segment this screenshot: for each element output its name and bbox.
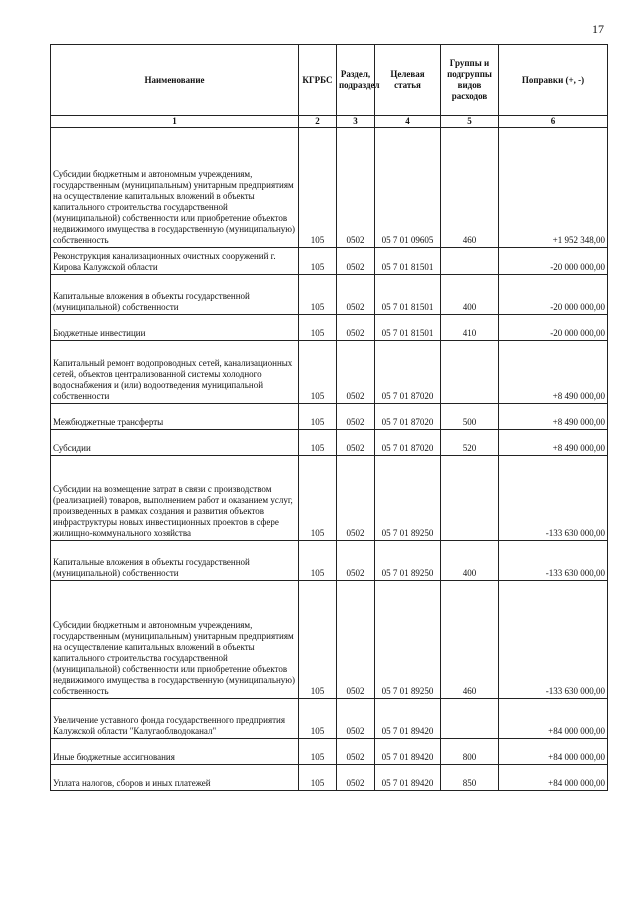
row-razdel: 0502 xyxy=(337,275,375,315)
row-kgrbs: 105 xyxy=(299,248,337,275)
row-razdel: 0502 xyxy=(337,541,375,581)
row-vid: 460 xyxy=(441,581,499,699)
row-vid: 500 xyxy=(441,404,499,430)
header-razdel: Раздел, подраздел xyxy=(337,45,375,116)
row-celevaya: 05 7 01 89250 xyxy=(375,581,441,699)
table-row xyxy=(51,404,608,430)
row-vid: 460 xyxy=(441,128,499,248)
column-number: 6 xyxy=(499,116,608,128)
row-vid: 800 xyxy=(441,739,499,765)
row-name: Капитальные вложения в объекты государственной (муниципальной) собственности xyxy=(51,275,299,315)
row-kgrbs: 105 xyxy=(299,404,337,430)
column-number: 1 xyxy=(51,116,299,128)
row-name: Увеличение уставного фонда государственного предприятия Калужской области "Калугаоблводоканал" xyxy=(51,699,299,739)
row-amount: +84 000 000,00 xyxy=(499,739,608,765)
budget-table xyxy=(50,44,608,791)
row-razdel: 0502 xyxy=(337,404,375,430)
row-amount: -20 000 000,00 xyxy=(499,315,608,341)
header-amount: Поправки (+, -) xyxy=(499,45,608,116)
row-celevaya: 05 7 01 89250 xyxy=(375,541,441,581)
row-celevaya: 05 7 01 09605 xyxy=(375,128,441,248)
row-celevaya: 05 7 01 87020 xyxy=(375,430,441,456)
row-name: Субсидии xyxy=(51,430,299,456)
row-amount: +84 000 000,00 xyxy=(499,765,608,791)
row-razdel: 0502 xyxy=(337,581,375,699)
row-kgrbs: 105 xyxy=(299,541,337,581)
row-amount: +8 490 000,00 xyxy=(499,404,608,430)
row-amount: +8 490 000,00 xyxy=(499,341,608,404)
table-row xyxy=(51,699,608,739)
page-number: 17 xyxy=(592,22,604,36)
row-celevaya: 05 7 01 87020 xyxy=(375,404,441,430)
row-name: Субсидии на возмещение затрат в связи с производством (реализацией) товаров, выполнением работ и оказанием услуг, произведенных в рамках создания и развития объектов инфраструктуры новых инвестиционных проектов в сфере жилищно-коммунального хозяйства xyxy=(51,456,299,541)
row-amount: +84 000 000,00 xyxy=(499,699,608,739)
row-kgrbs: 105 xyxy=(299,739,337,765)
row-vid: 410 xyxy=(441,315,499,341)
row-vid: 400 xyxy=(441,275,499,315)
table-row xyxy=(51,128,608,248)
row-razdel: 0502 xyxy=(337,315,375,341)
row-razdel: 0502 xyxy=(337,128,375,248)
row-razdel: 0502 xyxy=(337,430,375,456)
row-name: Капитальный ремонт водопроводных сетей, канализационных сетей, объектов централизованной системы холодного водоснабжения и (или) водоотведения муниципальной собственности xyxy=(51,341,299,404)
column-number-row xyxy=(51,116,608,128)
row-kgrbs: 105 xyxy=(299,315,337,341)
table-row xyxy=(51,581,608,699)
row-kgrbs: 105 xyxy=(299,581,337,699)
header-kgrbs: КГРБС xyxy=(299,45,337,116)
column-number: 5 xyxy=(441,116,499,128)
row-kgrbs: 105 xyxy=(299,765,337,791)
table-row xyxy=(51,541,608,581)
row-name: Уплата налогов, сборов и иных платежей xyxy=(51,765,299,791)
row-celevaya: 05 7 01 89250 xyxy=(375,456,441,541)
row-amount: -20 000 000,00 xyxy=(499,248,608,275)
header-celevaya: Целевая статья xyxy=(375,45,441,116)
row-vid xyxy=(441,341,499,404)
header-vid: Группы и подгруппы видов расходов xyxy=(441,45,499,116)
row-celevaya: 05 7 01 89420 xyxy=(375,739,441,765)
row-razdel: 0502 xyxy=(337,248,375,275)
column-number: 4 xyxy=(375,116,441,128)
column-number: 3 xyxy=(337,116,375,128)
table-row xyxy=(51,739,608,765)
row-name: Капитальные вложения в объекты государственной (муниципальной) собственности xyxy=(51,541,299,581)
row-razdel: 0502 xyxy=(337,699,375,739)
row-name: Межбюджетные трансферты xyxy=(51,404,299,430)
row-amount: -133 630 000,00 xyxy=(499,541,608,581)
row-vid xyxy=(441,248,499,275)
table-row xyxy=(51,315,608,341)
row-vid xyxy=(441,456,499,541)
header-name: Наименование xyxy=(51,45,299,116)
row-name: Реконструкция канализационных очистных сооружений г. Кирова Калужской области xyxy=(51,248,299,275)
table-row xyxy=(51,341,608,404)
row-name: Субсидии бюджетным и автономным учреждениям, государственным (муниципальным) унитарным предприятиям на осуществление капитальных вложений в объекты капитального строительства государственной (муниципальной) собственности или приобретение объектов недвижимого имущества в государственную (муниципальную) собственность xyxy=(51,581,299,699)
row-amount: -20 000 000,00 xyxy=(499,275,608,315)
header-row xyxy=(51,45,608,116)
row-kgrbs: 105 xyxy=(299,699,337,739)
row-celevaya: 05 7 01 81501 xyxy=(375,315,441,341)
table-row xyxy=(51,430,608,456)
row-vid xyxy=(441,699,499,739)
row-razdel: 0502 xyxy=(337,341,375,404)
row-name: Иные бюджетные ассигнования xyxy=(51,739,299,765)
row-razdel: 0502 xyxy=(337,739,375,765)
row-celevaya: 05 7 01 89420 xyxy=(375,765,441,791)
row-amount: +8 490 000,00 xyxy=(499,430,608,456)
row-name: Субсидии бюджетным и автономным учреждениям, государственным (муниципальным) унитарным предприятиям на осуществление капитальных вложений в объекты капитального строительства государственной (муниципальной) собственности или приобретение объектов недвижимого имущества в государственную (муниципальную) собственность xyxy=(51,128,299,248)
row-vid: 400 xyxy=(441,541,499,581)
row-kgrbs: 105 xyxy=(299,456,337,541)
row-vid: 850 xyxy=(441,765,499,791)
row-kgrbs: 105 xyxy=(299,341,337,404)
row-celevaya: 05 7 01 89420 xyxy=(375,699,441,739)
row-kgrbs: 105 xyxy=(299,128,337,248)
row-name: Бюджетные инвестиции xyxy=(51,315,299,341)
table-row xyxy=(51,456,608,541)
row-razdel: 0502 xyxy=(337,456,375,541)
row-celevaya: 05 7 01 87020 xyxy=(375,341,441,404)
row-kgrbs: 105 xyxy=(299,275,337,315)
table-row xyxy=(51,275,608,315)
row-kgrbs: 105 xyxy=(299,430,337,456)
table-row xyxy=(51,248,608,275)
row-celevaya: 05 7 01 81501 xyxy=(375,275,441,315)
row-razdel: 0502 xyxy=(337,765,375,791)
table-row xyxy=(51,765,608,791)
row-amount: +1 952 348,00 xyxy=(499,128,608,248)
column-number: 2 xyxy=(299,116,337,128)
row-vid: 520 xyxy=(441,430,499,456)
row-amount: -133 630 000,00 xyxy=(499,456,608,541)
row-amount: -133 630 000,00 xyxy=(499,581,608,699)
row-celevaya: 05 7 01 81501 xyxy=(375,248,441,275)
